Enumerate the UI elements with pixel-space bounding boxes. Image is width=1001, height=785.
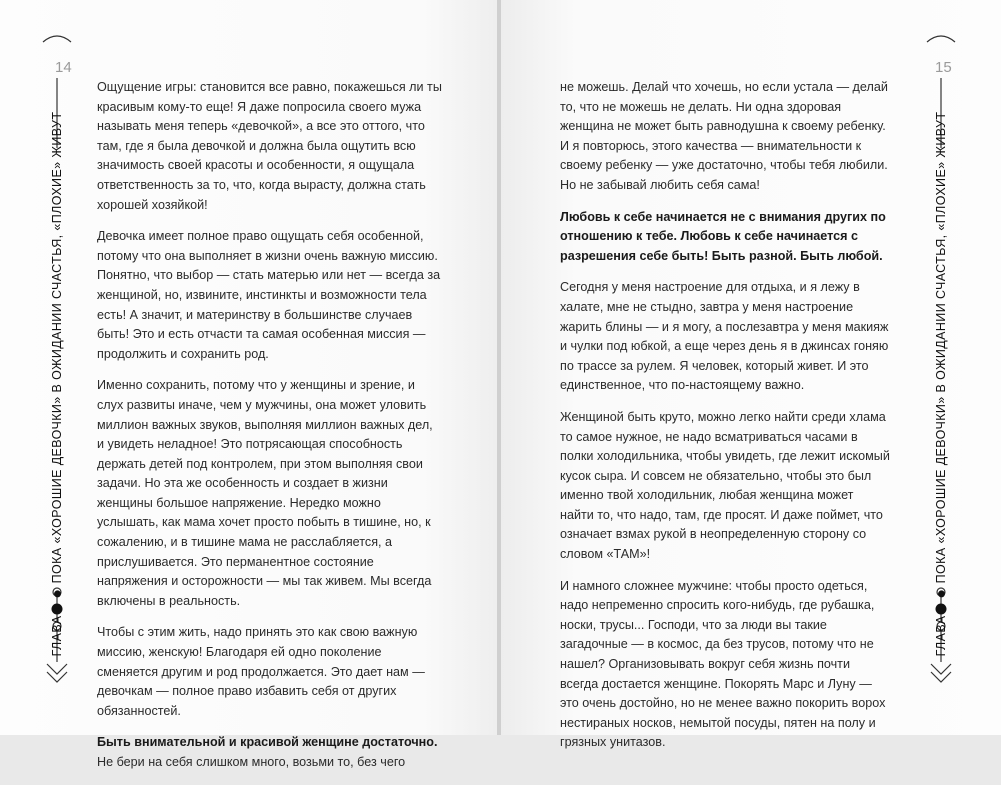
bullet-icon <box>938 590 945 597</box>
bold-paragraph: Быть внимательной и красивой женщине достаточно. <box>97 735 438 750</box>
page-number: 14 <box>55 59 72 76</box>
chapter-side-title <box>50 112 64 657</box>
bold-paragraph: Любовь к себе начинается не с внимания других по отношению к тебе. Любовь к себе начинается с разрешения себе быть! Быть разной. Быть любой. <box>560 209 886 263</box>
paragraph: не можешь. Делай что хочешь, но если устала — делай то, что не можешь не делать. Ни одна здоровая женщина не может быть равнодушна к своему ребенку. И я повторюсь, этого качества — внимательности к своему ребенку — уже достаточно, чтобы тебя любили. Но не забывай любить себя сама! <box>560 80 888 192</box>
right-page <box>501 0 1001 750</box>
bullet-icon <box>54 590 61 597</box>
paragraph: Сегодня у меня настроение для отдыха, и я лежу в халате, мне не стыдно, завтра у меня настроение жарить блины — и я могу, а послезавтра у меня макияж и чулки под юбкой, а еще через день я в джинсах гоняю по трассе за рулем. Я человек, который живет. И это единственное, что по-настоящему важно. <box>560 280 889 393</box>
chapter-title: ПОКА «ХОРОШИЕ ДЕВОЧКИ» В ОЖИДАНИИ СЧАСТЬЯ, «ПЛОХИЕ» ЖИВУТ <box>934 111 948 584</box>
body-text <box>560 78 890 765</box>
paragraph: Именно сохранить, потому что у женщины и зрение, и слух развиты иначе, чем у мужчины, она может уловить миллион важных звуков, выполняя миллион важных дел, и увидеть неладное! Это потрясающая способность держать детей под контролем, при этом выполняя свои задачи. Но эта же особенность и создает в жизни женщины большое напряжение. Нередко можно услышать, как мама хочет просто побыть в тишине, но, к сожалению, и в тишине мама не расслабляется, а прислушивается. Это перманентное состояние напряжения и осторожности — мы так живем. Мы всегда включены в реальность. <box>97 378 433 608</box>
paragraph: Чтобы с этим жить, надо принять это как свою важную миссию, женскую! Благодаря ей одно поколение сменяется другим и род продолжается. Это дает нам — девочкам — полное право избавить себя от других обязанностей. <box>97 625 425 718</box>
paragraph: Девочка имеет полное право ощущать себя особенной, потому что она выполняет в жизни очень важную миссию. Понятно, что выбор — стать матерью или нет — всегда за женщиной, но, извините, инстинкты и возможности тела есть! А значит, и материнству в большинстве случаев быть! Это и есть отчасти та самая особенная миссия — продолжить и сохранить род. <box>97 229 441 361</box>
chapter-label: ГЛАВА 1 <box>50 604 64 657</box>
chapter-rail <box>921 0 961 735</box>
chapter-title: ПОКА «ХОРОШИЕ ДЕВОЧКИ» В ОЖИДАНИИ СЧАСТЬЯ, «ПЛОХИЕ» ЖИВУТ <box>50 111 64 584</box>
body-text <box>97 78 442 785</box>
page-number: 15 <box>935 59 952 76</box>
paragraph: Ощущение игры: становится все равно, покажешься ли ты красивым кому-то еще! Я даже попросила своего мужа называть меня теперь «девочкой», а все это оттого, что там, где я была девочкой и должна была ощутить всю значимость своей красоты и особенности, я ощущала ответственность за то, что, когда вырасту, должна стать хорошей хозяйкой! <box>97 80 442 212</box>
chapter-rail <box>37 0 77 735</box>
paragraph: Женщиной быть круто, можно легко найти среди хлама то самое нужное, не надо всматриваться часами в полки холодильника, чтобы увидеть, где лежит искомый кусок сыра. И совсем не обязательно, чтобы это был именно твой холодильник, любая женщина может найти то, что надо, там, где просят. И даже поймет, что означает взмах рукой в неопределенную сторону со словом «ТАМ»! <box>560 409 890 562</box>
chapter-side-title <box>934 112 948 657</box>
paragraph: Не бери на себя слишком много, возьми то, без чего <box>97 755 406 769</box>
chapter-label: ГЛАВА 1 <box>934 604 948 657</box>
left-page <box>0 0 497 769</box>
paragraph: И намного сложнее мужчине: чтобы просто одеться, надо непременно спросить кого-нибудь, где рубашка, носки, трусы... Господи, что за люди вы такие загадочные — в космос, да без трусов, потому что не нашел? Организовывать вокруг себя жизнь почти всегда достается женщине. Покорять Марс и Луну — это очень достойно, но не менее важно покорить ворох нестираных носков, немытой посуды, пятен на полу и грязных унитазов. <box>560 578 886 750</box>
